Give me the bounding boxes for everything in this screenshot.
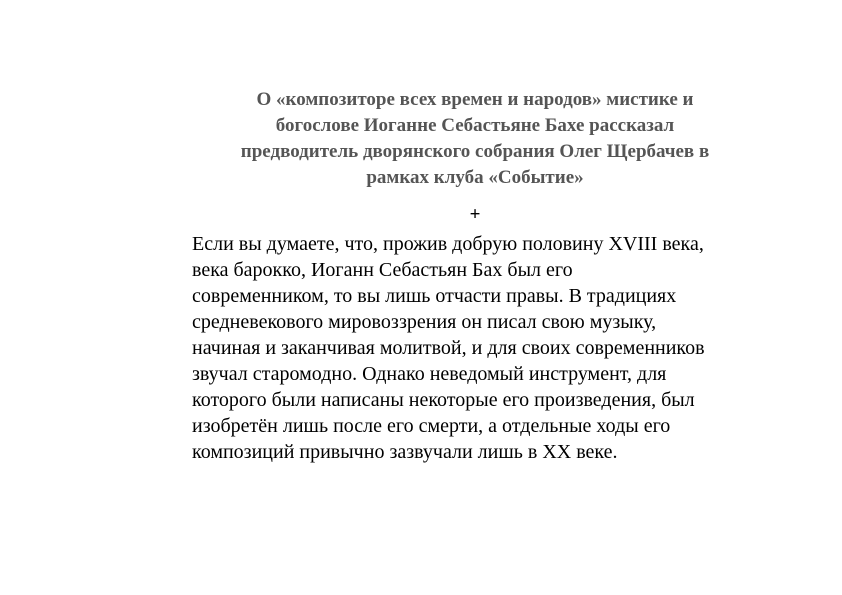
body-line: века барокко, Иоганн Себастьян Бах был его — [192, 259, 573, 281]
body-line: Если вы думаете, что, прожив добрую половину XVIII века, — [192, 233, 704, 255]
body-line: звучал старомодно. Однако неведомый инструмент, для — [192, 363, 667, 385]
body-line: изобретён лишь после его смерти, а отдельные ходы его — [192, 415, 671, 437]
heading-line: богослове Иоганне Себастьяне Бахе рассказал — [275, 115, 675, 136]
body-line: современником, то вы лишь отчасти правы. В традициях — [192, 285, 677, 307]
heading-line: О «композиторе всех времен и народов» мистике и — [256, 89, 694, 110]
body-line: композиций привычно зазвучали лишь в XX веке. — [192, 441, 618, 463]
article-body — [192, 231, 762, 465]
article-heading — [190, 87, 760, 191]
separator-mark: + — [469, 204, 481, 225]
heading-line: предводитель дворянского собрания Олег Щербачев в — [240, 141, 710, 162]
heading-line: рамках клуба «Событие» — [366, 167, 584, 188]
body-line: которого были написаны некоторые его произведения, был — [192, 389, 695, 411]
body-line: средневекового мировоззрения он писал свою музыку, — [192, 311, 657, 333]
body-line: начиная и заканчивая молитвой, и для своих современников — [192, 337, 705, 359]
